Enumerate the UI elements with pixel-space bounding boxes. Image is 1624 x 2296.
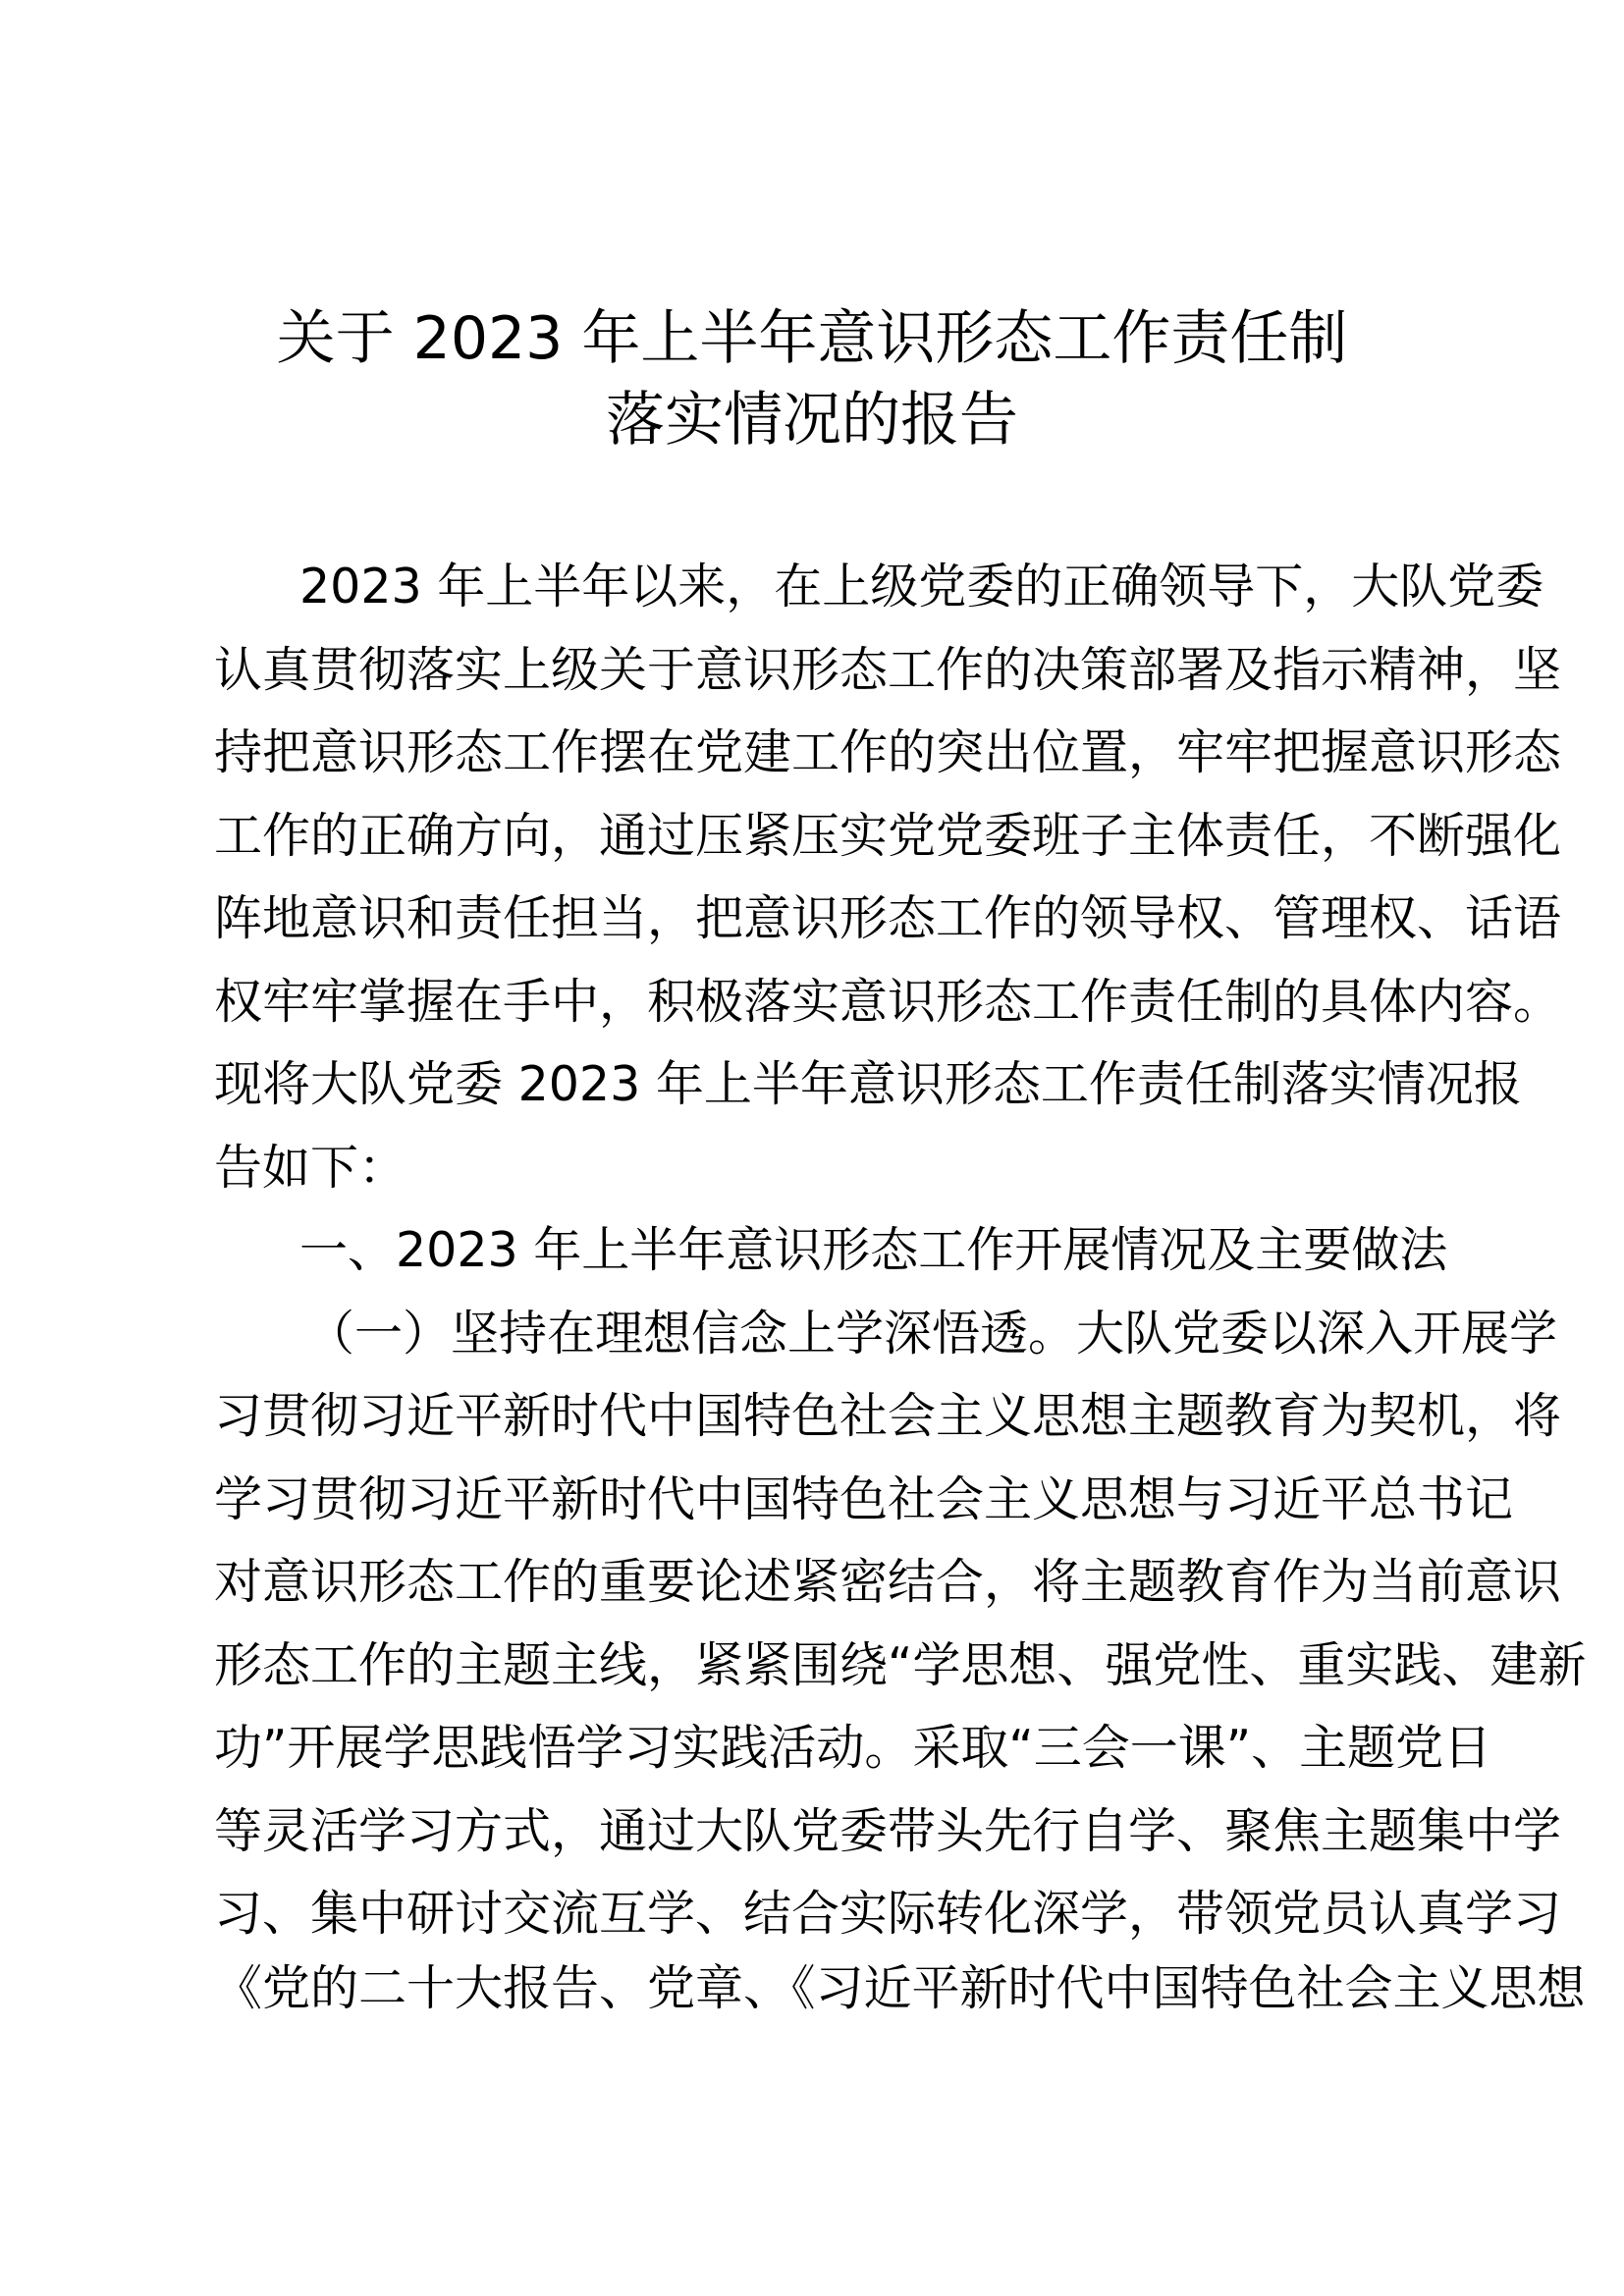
paragraph-line: 权牢牢掌握在手中，积极落实意识形态工作责任制的具体内容。 (214, 974, 1562, 1030)
paragraph-line: 告如下： (214, 1140, 407, 1196)
paragraph-line: 《党的二十大报告、党章、《习近平新时代中国特色社会主义思想 (214, 1960, 1586, 2016)
paragraph-line: 2023 年上半年以来，在上级党委的正确领导下，大队党委 (299, 559, 1544, 614)
paragraph-line: 形态工作的主题主线，紧紧围绕“学思想、强党性、重实践、建新 (214, 1637, 1587, 1693)
paragraph-line: 学习贯彻习近平新时代中国特色社会主义思想与习近平总书记 (214, 1471, 1514, 1527)
paragraph-line: 持把意识形态工作摆在党建工作的突出位置，牢牢把握意识形态 (214, 724, 1562, 780)
section-heading: 一、2023 年上半年意识形态工作开展情况及主要做法 (299, 1222, 1448, 1278)
document-title-line-2: 落实情况的报告 (606, 386, 1018, 454)
paragraph-line: 等灵活学习方式，通过大队党委带头先行自学、聚焦主题集中学 (214, 1803, 1562, 1859)
paragraph-line: 功”开展学思践悟学习实践活动。采取“三会一课”、主题党日 (214, 1720, 1492, 1776)
paragraph-line: 阵地意识和责任担当，把意识形态工作的领导权、管理权、话语 (214, 890, 1562, 946)
paragraph-line: 习、集中研讨交流互学、结合实际转化深学，带领党员认真学习 (214, 1886, 1562, 1942)
paragraph-line: （一）坚持在理想信念上学深悟透。大队党委以深入开展学 (306, 1306, 1558, 1362)
paragraph-line: 习贯彻习近平新时代中国特色社会主义思想主题教育为契机，将 (214, 1388, 1562, 1444)
paragraph-line: 工作的正确方向，通过压紧压实党党委班子主体责任，不断强化 (214, 808, 1562, 864)
document-title-line-1: 关于 2023 年上半年意识形态工作责任制 (276, 304, 1348, 373)
paragraph-line: 认真贯彻落实上级关于意识形态工作的决策部署及指示精神，坚 (214, 642, 1562, 698)
paragraph-line: 对意识形态工作的重要论述紧密结合，将主题教育作为当前意识 (214, 1554, 1562, 1610)
paragraph-line: 现将大队党委 2023 年上半年意识形态工作责任制落实情况报 (214, 1056, 1522, 1112)
